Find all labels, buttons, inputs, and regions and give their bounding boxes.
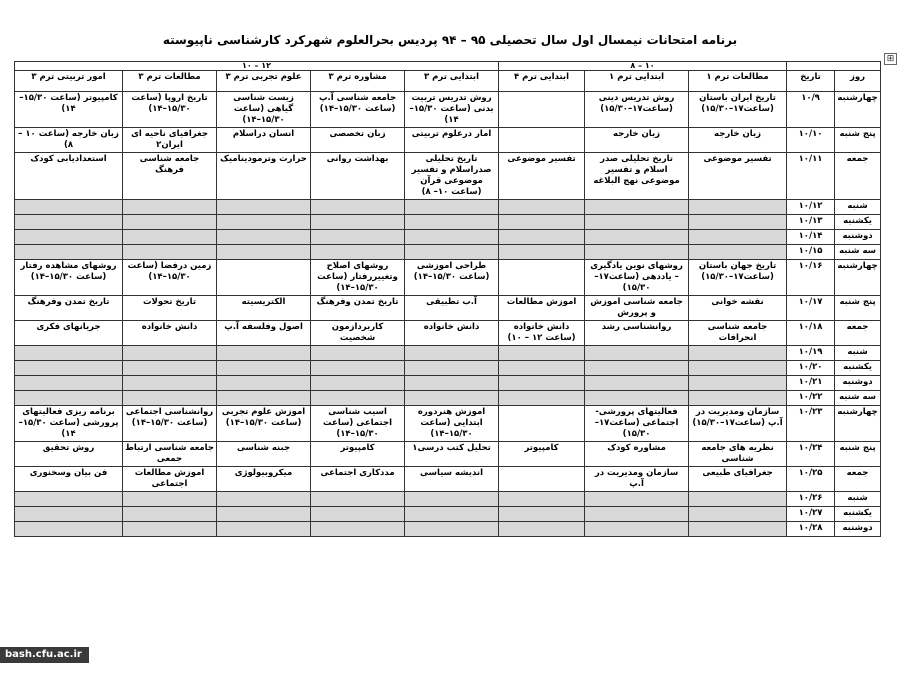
blank-day-row [15,215,881,230]
course-cell [585,391,689,406]
date-cell: ۱۰/۲۶ [787,492,835,507]
course-cell [123,346,217,361]
group-empty [787,62,881,71]
course-cell: زبان خارجه [585,128,689,153]
course-cell: روشهای مشاهده رفتار (ساعت ۱۵/۳۰–۱۴) [15,260,123,296]
date-cell: ۱۰/۱۲ [787,200,835,215]
course-cell: اصول وفلسفه آ.پ [217,321,311,346]
course-cell: برنامه ریزی فعالیتهای پرورشی (ساعت ۱۵/۳۰–۱۴) [15,406,123,442]
course-cell [15,230,123,245]
table-row [15,406,881,442]
column-header: علوم تجربی ترم ۳ [217,71,311,92]
course-cell [689,391,787,406]
course-cell: دانش خانواده (ساعت ۱۲ – ۱۰) [499,321,585,346]
table-row [15,321,881,346]
course-cell [15,507,123,522]
course-cell [123,200,217,215]
course-cell [217,507,311,522]
table-row [15,92,881,128]
course-cell [585,507,689,522]
course-cell: کامپیوتر (ساعت ۱۵/۳۰–۱۴) [15,92,123,128]
course-cell: کامپیوتر [311,442,405,467]
course-cell [689,230,787,245]
course-cell [405,361,499,376]
course-cell: الکتریسیته [217,296,311,321]
course-cell: تحلیل کتب درسی۱ [405,442,499,467]
course-cell [15,376,123,391]
day-cell: شنبه [835,346,881,361]
course-cell [123,391,217,406]
course-cell: روش تدریس دینی (ساعت۱۷–۱۵/۳۰) [585,92,689,128]
course-cell [689,492,787,507]
course-cell: زبان خارجه (ساعت ۱۰ – ۸) [15,128,123,153]
course-cell [311,492,405,507]
course-cell [405,391,499,406]
course-cell [585,376,689,391]
day-cell: یکشنبه [835,215,881,230]
course-cell [585,522,689,537]
blank-day-row [15,346,881,361]
course-cell: روانشناسی رشد [585,321,689,346]
course-cell: زیست شناسی گیاهی (ساعت ۱۵/۳۰–۱۴) [217,92,311,128]
course-cell: نظریه های جامعه شناسی [689,442,787,467]
date-cell: ۱۰/۲۰ [787,361,835,376]
course-cell: دانش خانواده [123,321,217,346]
column-header: ابتدایی ترم ۱ [585,71,689,92]
course-cell: جریانهای فکری [15,321,123,346]
column-header: ابتدایی ترم ۳ [405,71,499,92]
course-cell [499,92,585,128]
date-cell: ۱۰/۱۴ [787,230,835,245]
course-cell [689,200,787,215]
day-cell: چهارشنبه [835,92,881,128]
course-cell [405,522,499,537]
course-cell [689,361,787,376]
course-cell: بهداشت روانی [311,153,405,200]
course-cell: تاریخ تحلیلی صدر اسلام و تفسیر موضوعی نهج البلاغه [585,153,689,200]
group-10-12: ۱۲ – ۱۰ [15,62,499,71]
course-cell [217,230,311,245]
course-cell [311,245,405,260]
course-cell: جامعه شناسی ارتباط جمعی [123,442,217,467]
course-cell [15,391,123,406]
course-cell [499,230,585,245]
course-cell [499,376,585,391]
course-cell [585,245,689,260]
course-cell [217,391,311,406]
course-cell [217,522,311,537]
course-cell [499,406,585,442]
site-watermark: bash.cfu.ac.ir [0,647,89,663]
exam-schedule-table [14,61,881,537]
date-cell: ۱۰/۲۷ [787,507,835,522]
course-cell [217,260,311,296]
date-cell: ۱۰/۲۴ [787,442,835,467]
day-cell: جمعه [835,153,881,200]
course-cell: اموزش مطالعات اجتماعی [123,467,217,492]
course-cell: جامعه شناسی انحرافات [689,321,787,346]
table-row [15,442,881,467]
course-cell [217,492,311,507]
course-cell: امار درعلوم تربیتی [405,128,499,153]
course-cell [123,215,217,230]
course-cell [311,507,405,522]
date-cell: ۱۰/۱۸ [787,321,835,346]
course-cell: فعالیتهای پرورشی- اجتماعی (ساعت۱۷–۱۵/۳۰) [585,406,689,442]
course-cell: حرارت وترمودینامیک [217,153,311,200]
course-cell: اندیشه سیاسی [405,467,499,492]
course-cell [405,492,499,507]
schedule-body [15,92,881,537]
course-cell [405,200,499,215]
date-cell: ۱۰/۲۸ [787,522,835,537]
course-cell [405,215,499,230]
course-cell [311,346,405,361]
day-cell: پنج شنبه [835,442,881,467]
course-cell [15,522,123,537]
day-cell: جمعه [835,321,881,346]
course-cell [689,245,787,260]
course-cell: اموزش علوم تجربی (ساعت ۱۵/۳۰–۱۴) [217,406,311,442]
course-cell [499,522,585,537]
course-cell: تفسیر موضوعی [499,153,585,200]
course-cell [311,215,405,230]
course-cell: دانش خانواده [405,321,499,346]
course-cell [689,215,787,230]
day-cell: شنبه [835,200,881,215]
column-header: تاریخ [787,71,835,92]
column-header: ابتدایی ترم ۴ [499,71,585,92]
course-cell: جامعه شناسی آ.پ (ساعت ۱۵/۳۰–۱۴) [311,92,405,128]
course-cell [15,245,123,260]
course-cell: زمین درفضا (ساعت ۱۵/۳۰–۱۴) [123,260,217,296]
course-cell: آ.ب تطبیقی [405,296,499,321]
table-row [15,153,881,200]
course-cell: تاریخ تمدن وفرهنگ [311,296,405,321]
day-cell: دوشنبه [835,230,881,245]
course-cell [499,346,585,361]
course-cell [689,346,787,361]
course-cell: زبان تخصصی [311,128,405,153]
column-header-row [15,71,881,92]
course-cell [123,376,217,391]
course-cell [123,245,217,260]
column-header: امور تربیتی ترم ۳ [15,71,123,92]
course-cell [311,376,405,391]
column-header: مشاوره ترم ۳ [311,71,405,92]
course-cell: روشهای نوین یادگیری – یاددهی (ساعت۱۷–۱۵/۳۰) [585,260,689,296]
course-cell [217,200,311,215]
course-cell [689,376,787,391]
day-cell: دوشنبه [835,376,881,391]
course-cell [405,346,499,361]
date-cell: ۱۰/۲۵ [787,467,835,492]
blank-day-row [15,522,881,537]
course-cell: جغرافیای طبیعی [689,467,787,492]
course-cell [123,522,217,537]
course-cell: سازمان ومدیریت در آ.پ [585,467,689,492]
course-cell [311,230,405,245]
course-cell [499,260,585,296]
course-cell [499,391,585,406]
course-cell: استعدادیابی کودک [15,153,123,200]
course-cell [585,215,689,230]
course-cell: طراحی اموزشی (ساعت ۱۵/۳۰–۱۴) [405,260,499,296]
course-cell: مددکاری اجتماعی [311,467,405,492]
day-cell: سه شنبه [835,391,881,406]
day-cell: چهارشنبه [835,260,881,296]
course-cell: روش تحقیق [15,442,123,467]
course-cell [15,346,123,361]
course-cell: انسان دراسلام [217,128,311,153]
course-cell: زبان خارجه [689,128,787,153]
column-header: مطالعات ترم ۱ [689,71,787,92]
date-cell: ۱۰/۲۳ [787,406,835,442]
course-cell: فن بیان وسخنوری [15,467,123,492]
course-cell: جامعه شناسی فرهنگ [123,153,217,200]
date-cell: ۱۰/۱۷ [787,296,835,321]
course-cell: تاریخ تحلیلی صدراسلام و تفسیر موضوعی قرآن (ساعت ۱۰– ۸) [405,153,499,200]
date-cell: ۱۰/۱۹ [787,346,835,361]
day-cell: شنبه [835,492,881,507]
course-cell: نقشه خوانی [689,296,787,321]
course-cell: تاریخ جهان باستان (ساعت۱۷–۱۵/۳۰) [689,260,787,296]
course-cell: جبنه شناسی [217,442,311,467]
date-cell: ۱۰/۱۱ [787,153,835,200]
course-cell: تاریخ تمدن وفرهنگ [15,296,123,321]
date-cell: ۱۰/۱۶ [787,260,835,296]
blank-day-row [15,200,881,215]
course-cell: روش تدریس تربیت بدنی (ساعت ۱۵/۳۰–۱۴) [405,92,499,128]
course-cell: میکروبیولوژی [217,467,311,492]
day-cell: یکشنبه [835,507,881,522]
day-cell: جمعه [835,467,881,492]
course-cell [585,361,689,376]
course-cell [311,391,405,406]
course-cell [217,215,311,230]
course-cell [217,361,311,376]
date-cell: ۱۰/۱۵ [787,245,835,260]
course-cell: اموزش هنردوره ابتدایی (ساعت ۱۵/۳۰–۱۴) [405,406,499,442]
blank-day-row [15,507,881,522]
course-cell [311,522,405,537]
course-cell [499,245,585,260]
blank-day-row [15,361,881,376]
course-cell [15,492,123,507]
table-row [15,467,881,492]
course-cell [311,200,405,215]
course-cell: اموزش مطالعات [499,296,585,321]
column-header: مطالعات ترم ۳ [123,71,217,92]
course-cell: جامعه شناسی اموزش و پرورش [585,296,689,321]
course-cell [585,346,689,361]
course-cell [123,507,217,522]
course-cell: اسیب شناسی اجتماعی (ساعت ۱۵/۳۰–۱۴) [311,406,405,442]
day-cell: سه شنبه [835,245,881,260]
blank-day-row [15,492,881,507]
course-cell [689,522,787,537]
day-cell: پنج شنبه [835,128,881,153]
course-cell [123,230,217,245]
course-cell [499,492,585,507]
course-cell [15,361,123,376]
course-cell [217,245,311,260]
course-cell [405,230,499,245]
course-cell [15,200,123,215]
course-cell: جغرافیای ناحیه ای ایران۲ [123,128,217,153]
course-cell: مشاوره کودک [585,442,689,467]
course-cell [405,507,499,522]
course-cell: تاریخ تحولات [123,296,217,321]
course-cell [405,245,499,260]
course-cell [15,215,123,230]
course-cell [123,361,217,376]
course-cell [499,361,585,376]
course-cell [217,376,311,391]
day-cell: چهارشنبه [835,406,881,442]
table-move-handle-icon[interactable]: ⊞ [884,53,897,65]
blank-day-row [15,245,881,260]
course-cell [689,507,787,522]
date-cell: ۱۰/۱۰ [787,128,835,153]
day-cell: یکشنبه [835,361,881,376]
page-title: برنامه امتحانات نیمسال اول سال تحصیلی ۹۵ – ۹۴ پردیس بحرالعلوم شهرکرد کارشناسی ناپیوسته [162,33,738,47]
table-row [15,260,881,296]
table-row [15,128,881,153]
course-cell: روانشناسی اجتماعی (ساعت ۱۵/۳۰–۱۴) [123,406,217,442]
course-cell [311,361,405,376]
course-cell [499,200,585,215]
course-cell [499,215,585,230]
date-cell: ۱۰/۱۳ [787,215,835,230]
course-cell [585,492,689,507]
course-cell: سازمان ومدیریت در آ.پ (ساعت۱۷–۱۵/۳۰) [689,406,787,442]
course-cell [585,230,689,245]
course-cell: تفسیر موضوعی [689,153,787,200]
course-cell: تاریخ اروپا (ساعت ۱۵/۳۰–۱۴) [123,92,217,128]
blank-day-row [15,391,881,406]
course-cell [499,507,585,522]
date-cell: ۱۰/۲۲ [787,391,835,406]
table-row [15,296,881,321]
course-cell [217,346,311,361]
day-cell: پنج شنبه [835,296,881,321]
day-cell: دوشنبه [835,522,881,537]
course-cell [405,376,499,391]
course-cell: روشهای اصلاح وتغییررفتار (ساعت ۱۵/۳۰–۱۴) [311,260,405,296]
course-cell [123,492,217,507]
column-header: روز [835,71,881,92]
course-cell [585,200,689,215]
blank-day-row [15,376,881,391]
course-cell: کاربردازمون شخصیت [311,321,405,346]
course-cell: تاریخ ایران باستان (ساعت۱۷–۱۵/۳۰) [689,92,787,128]
date-cell: ۱۰/۹ [787,92,835,128]
blank-day-row [15,230,881,245]
course-cell [499,467,585,492]
course-cell: کامپیوتر [499,442,585,467]
date-cell: ۱۰/۲۱ [787,376,835,391]
course-cell [499,128,585,153]
time-group-row [15,62,881,71]
group-8-10: ۱۰ – ۸ [499,62,787,71]
